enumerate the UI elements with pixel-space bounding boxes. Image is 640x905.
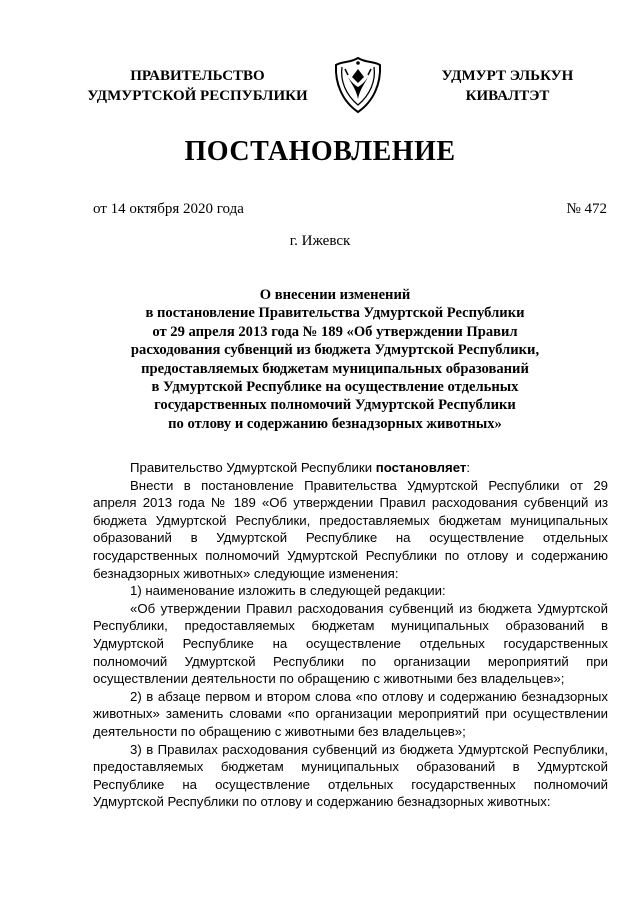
document-body: [93, 459, 608, 811]
resolving-clause-colon: :: [466, 460, 471, 475]
document-city: г. Ижевск: [289, 233, 351, 249]
title-line: предоставляемых бюджетам муниципальных образований: [141, 360, 529, 377]
title-line: О внесении изменений: [259, 287, 411, 303]
resolving-clause-verb: постановляет: [375, 460, 467, 475]
title-line: в Удмуртской Республике на осуществление отдельных: [151, 379, 519, 396]
document-type-heading: ПОСТАНОВЛЕНИЕ: [184, 136, 456, 167]
title-line: государственных полномочий Удмуртской Республики: [154, 397, 516, 414]
header-left-line-1: ПРАВИТЕЛЬСТВО: [130, 68, 265, 84]
document-number: № 472: [566, 201, 607, 217]
resolving-clause: [93, 459, 608, 477]
document-date: от 14 октября 2020 года: [93, 201, 244, 217]
header-left-issuer: [80, 66, 315, 106]
title-line: расходования субвенций из бюджета Удмуртской Республики,: [130, 342, 540, 359]
coat-of-arms-icon: [330, 55, 386, 115]
body-paragraph: Внести в постановление Правительства Удмуртской Республики от 29 апреля 2013 года № 189 «Об утверждении Правил расходования субвенций из бюджета Удмуртской Республики, предоставляемых бюджетам муниципальных образований в Удмуртской Республике на осуществление отдельных государственных полномочий Удмуртской Республики по отлову и содержанию безнадзорных животных» следующие изменения:: [93, 477, 608, 581]
title-line: по отлову и содержанию безнадзорных животных»: [168, 415, 502, 432]
body-paragraph: 2) в абзаце первом и втором слова «по отлову и содержанию безнадзорных животных» заменить словами «по организации мероприятий при осуществлении деятельности по обращению с животными без владельцев»;: [93, 688, 608, 739]
resolving-clause-text: Правительство Удмуртской Республики: [130, 460, 376, 475]
title-line: в постановление Правительства Удмуртской Республики: [145, 305, 525, 322]
title-line: от 29 апреля 2013 года № 189 «Об утверждении Правил: [152, 323, 518, 340]
header-left-line-2: УДМУРТСКОЙ РЕСПУБЛИКИ: [87, 88, 308, 104]
body-paragraph: 3) в Правилах расходования субвенций из бюджета Удмуртской Республики, предоставляемых бюджетам муниципальных образований в Удмуртской Республике на осуществление отдельных государственных полномочий Удмуртской Республики по отлову и содержанию безнадзорных животных:: [93, 741, 608, 810]
header-right-line-1: УДМУРТ ЭЛЬКУН: [441, 68, 574, 84]
header-right-issuer: [420, 66, 595, 106]
document-title: [100, 286, 570, 433]
body-paragraph: 1) наименование изложить в следующей редакции:: [130, 583, 446, 599]
body-paragraph: «Об утверждении Правил расходования субвенций из бюджета Удмуртской Республики, предоставляемых бюджетам муниципальных образований в Удмуртской Республике на осуществление отдельных государственных полномочий Удмуртской Республики по организации мероприятий при осуществлении деятельности по обращению с животными без владельцев»;: [93, 600, 608, 687]
header-right-line-2: КИВАЛТЭТ: [465, 88, 550, 104]
